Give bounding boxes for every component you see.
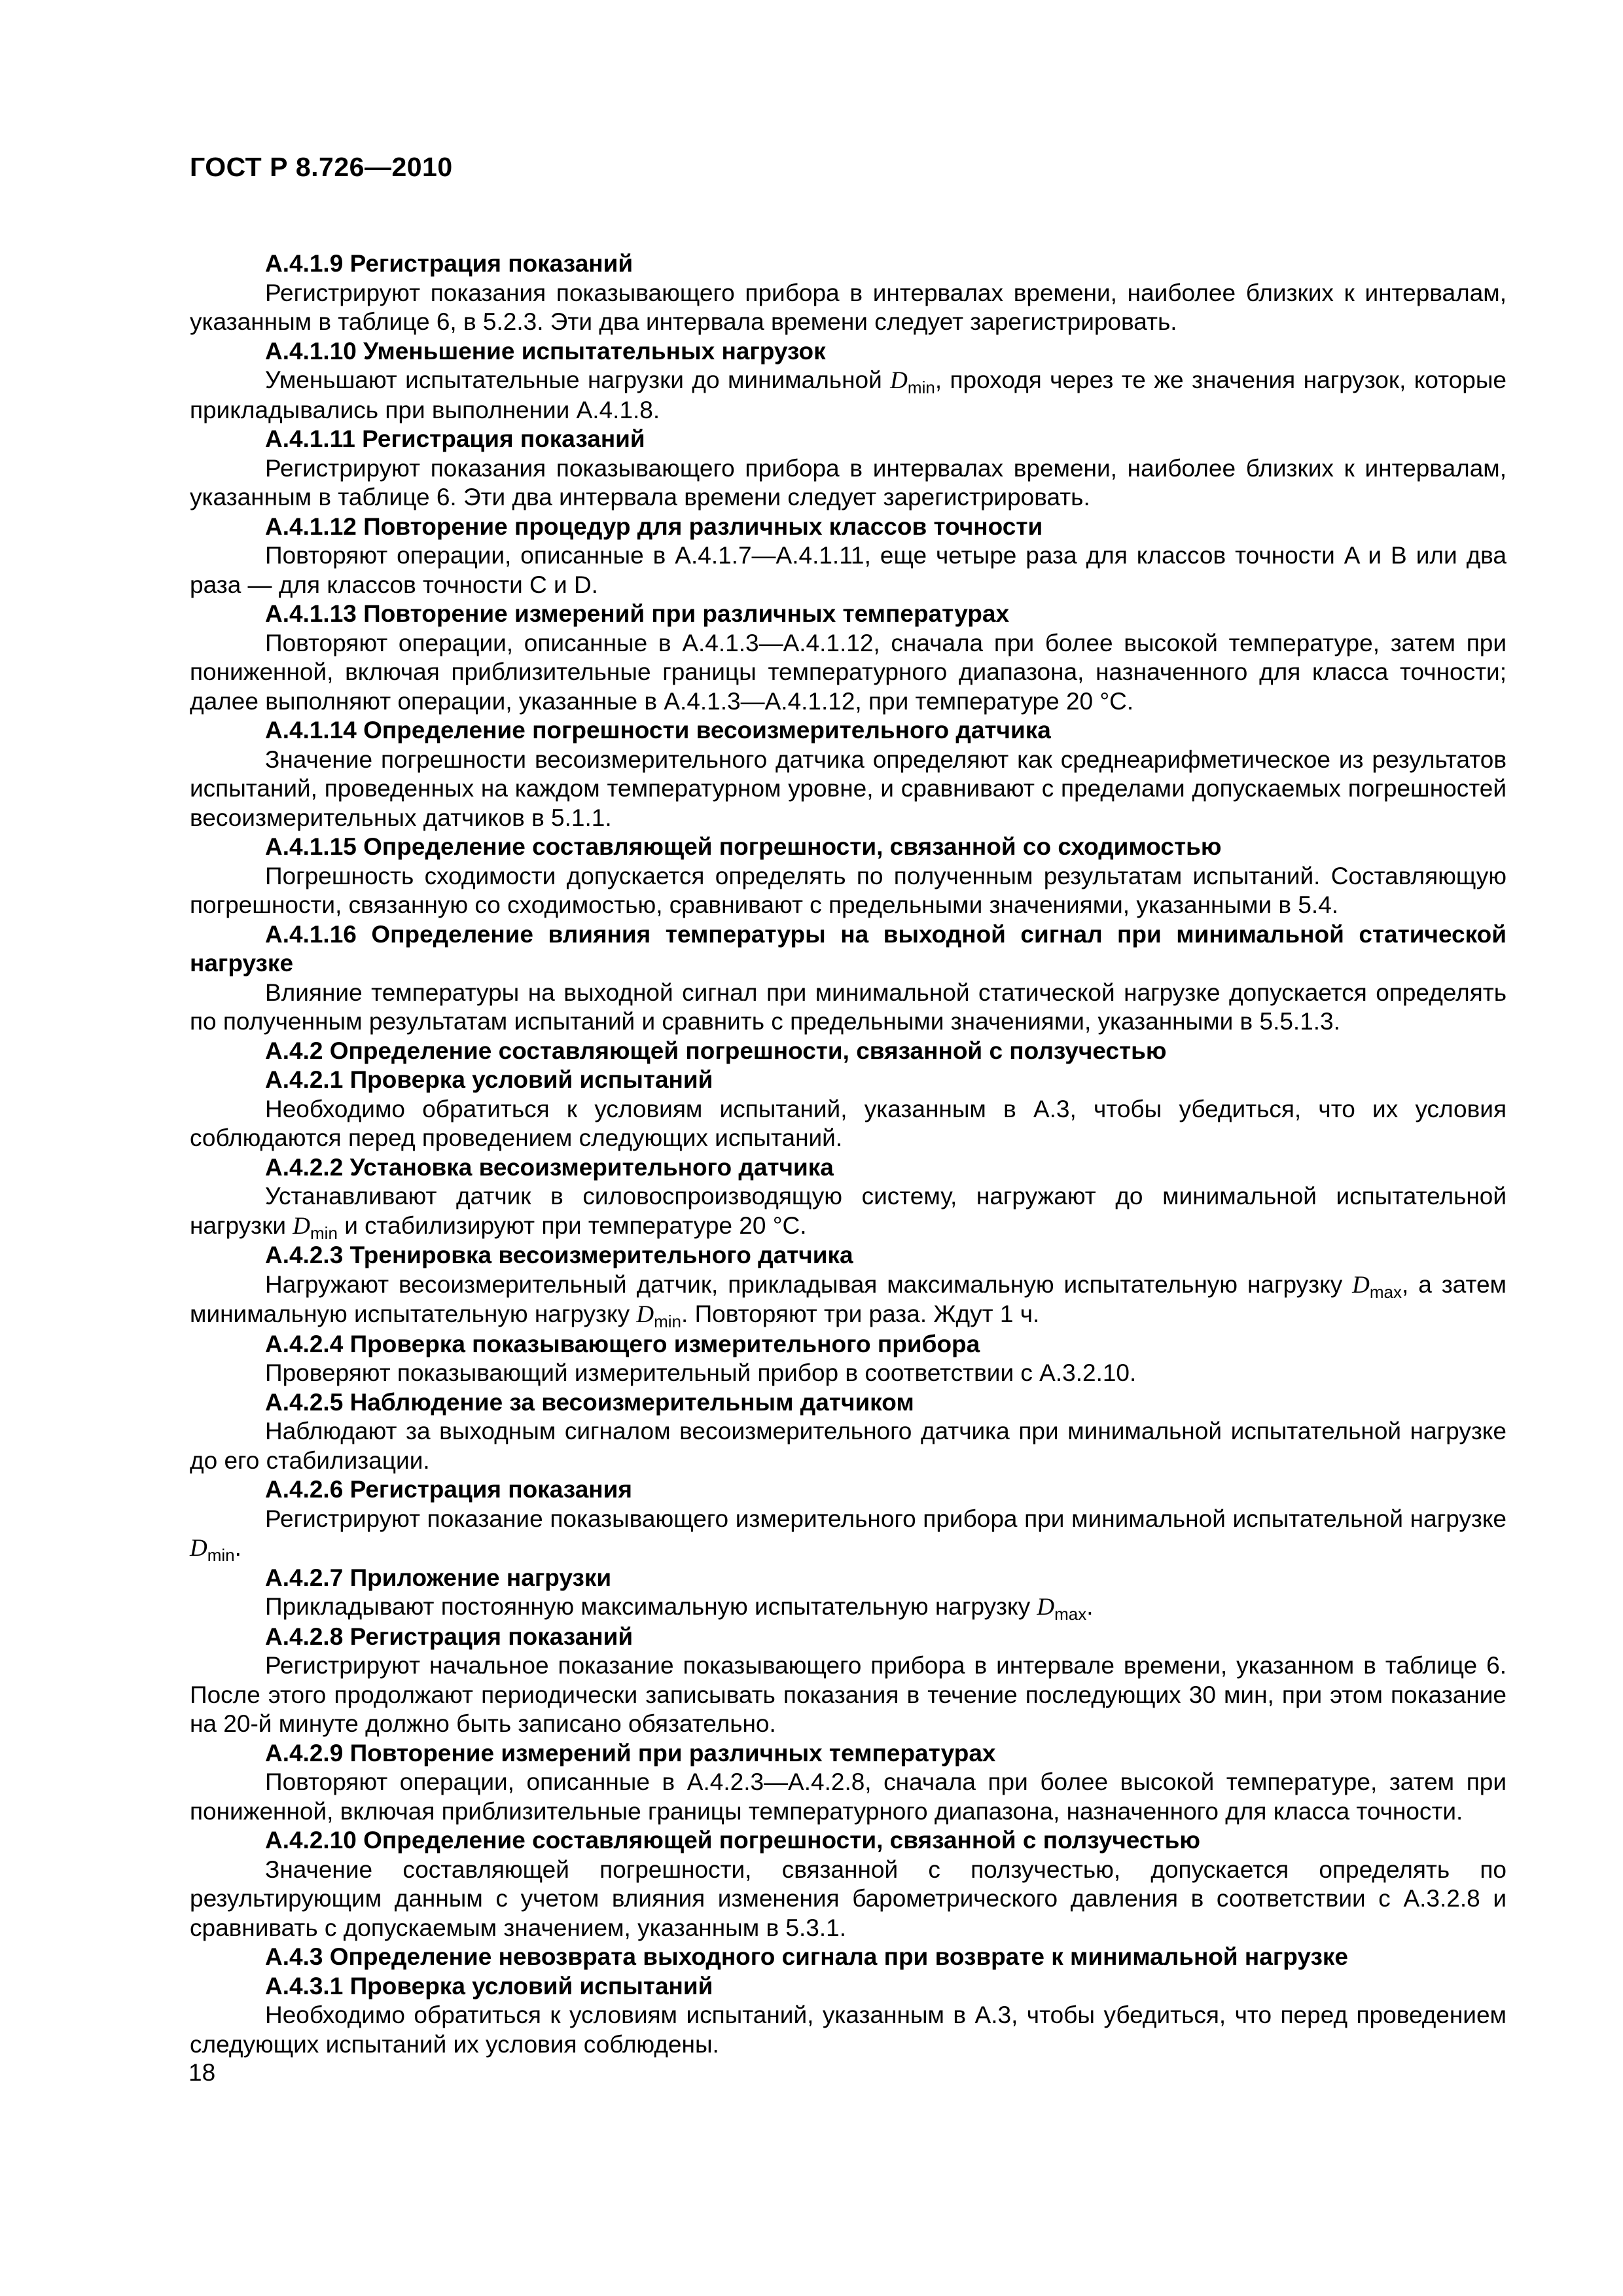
paragraph: Влияние температуры на выходной сигнал при минимальной статической нагрузке допускается определять по полученным результатам испытаний и сравнить с предельными значениями, указанными в 5.5.1.3. (190, 978, 1507, 1035)
section-heading: А.4.2.3 Тренировка весоизмерительного датчика (265, 1242, 853, 1268)
variable-symbol: D (636, 1301, 654, 1328)
paragraph: Значение составляющей погрешности, связанной с ползучестью, допускается определять по результирующим данным с учетом влияния изменения барометрического давления в соответствии с А.3.2.8 и сравнивать с допускаемым значением, указанным в 5.3.1. (190, 1856, 1507, 1941)
section-heading: А.4.3 Определение невозврата выходного сигнала при возврате к минимальной нагрузке (265, 1943, 1348, 1970)
paragraph: Нагружают весоизмерительный датчик, прикладывая максимальную испытательную нагрузку $D_{max}$, а затем минимальную испытательную нагрузку $D_{min}$. Повторяют три раза. Ждут 1 ч. (190, 1270, 1507, 1331)
subscript: max (1369, 1282, 1402, 1302)
section-heading: А.4.2.4 Проверка показывающего измерительного прибора (265, 1330, 980, 1357)
paragraph: Прикладывают постоянную максимальную испытательную нагрузку $D_{max}$. (265, 1593, 1094, 1624)
subscript: min (207, 1545, 235, 1565)
subscript: min (654, 1312, 682, 1331)
paragraph: Регистрируют показания показывающего прибора в интервалах времени, наиболее близких к интервалам, указанным в таблице 6, в 5.2.3. Эти два интервала времени следует зарегистрировать. (190, 279, 1507, 335)
section-heading: А.4.3.1 Проверка условий испытаний (265, 1972, 713, 2000)
section-heading: А.4.2.7 Приложение нагрузки (265, 1564, 612, 1591)
section-heading: А.4.1.10 Уменьшение испытательных нагрузок (265, 337, 826, 365)
paragraph: Регистрируют начальное показание показывающего прибора в интервале времени, указанном в таблице 6. После этого продолжают периодически записывать показания в течение последующих 30 мин, при этом показание на 20-й минуте должно быть записано обязательно. (190, 1652, 1507, 1737)
paragraph: Уменьшают испытательные нагрузки до минимальной $D_{min}$, проходя через те же значения нагрузок, которые прикладывались при выполнении А.4.1.8. (190, 367, 1507, 423)
standard-code-header: ГОСТ Р 8.726—2010 (190, 152, 453, 182)
section-heading: А.4.2.2 Установка весоизмерительного датчика (265, 1153, 834, 1181)
variable-symbol: D (1352, 1271, 1370, 1299)
paragraph: Проверяют показывающий измерительный прибор в соответствии с А.3.2.10. (265, 1359, 1137, 1386)
paragraph: Регистрируют показание показывающего измерительного прибора при минимальной испытательной нагрузке $D_{min}$. (190, 1505, 1507, 1565)
paragraph: Наблюдают за выходным сигналом весоизмерительного датчика при минимальной испытательной нагрузке до его стабилизации. (190, 1418, 1507, 1474)
section-heading: А.4.1.13 Повторение измерений при различных температурах (265, 600, 1010, 627)
paragraph: Необходимо обратиться к условиям испытаний, указанным в А.3, чтобы убедиться, что перед проведением следующих испытаний их условия соблюдены. (190, 2001, 1507, 2058)
section-heading: А.4.2.9 Повторение измерений при различных температурах (265, 1739, 996, 1767)
section-heading: А.4.1.11 Регистрация показаний (265, 425, 645, 452)
section-heading: А.4.1.15 Определение составляющей погрешности, связанной со сходимостью (265, 833, 1222, 860)
subscript: max (1054, 1604, 1087, 1624)
paragraph: Повторяют операции, описанные в А.4.1.3—А.4.1.12, сначала при более высокой температуре, затем при пониженной, включая приблизительные границы температурного диапазона, назначенного для класса точности; далее выполняют операции, указанные в А.4.1.3—А.4.1.12, при температуре 20 °С. (190, 629, 1507, 715)
variable-symbol: D (293, 1212, 311, 1240)
variable-symbol: D (890, 367, 908, 394)
paragraph: Повторяют операции, описанные в А.4.1.7—А.4.1.11, еще четыре раза для классов точности A и B или два раза — для классов точности C и D. (190, 542, 1507, 598)
variable-symbol: D (190, 1535, 207, 1562)
document-body (190, 249, 1507, 2059)
section-heading: А.4.2.10 Определение составляющей погрешности, связанной с ползучестью (265, 1827, 1200, 1854)
section-heading: А.4.2.8 Регистрация показаний (265, 1623, 633, 1650)
section-heading: А.4.1.9 Регистрация показаний (265, 250, 633, 277)
section-heading: А.4.1.16 Определение влияния температуры на выходной сигнал при минимальной статической нагрузке (190, 920, 1507, 977)
section-heading: А.4.1.12 Повторение процедур для различных классов точности (265, 512, 1043, 540)
page-number: 18 (188, 2059, 216, 2086)
section-heading: А.4.1.14 Определение погрешности весоизмерительного датчика (265, 717, 1051, 744)
paragraph: Устанавливают датчик в силовоспроизводящую систему, нагружают до минимальной испытательной нагрузки $D_{min}$ и стабилизируют при температуре 20 °С. (190, 1183, 1507, 1243)
section-heading: А.4.2.6 Регистрация показания (265, 1476, 632, 1503)
paragraph: Повторяют операции, описанные в А.4.2.3—А.4.2.8, сначала при более высокой температуре, затем при пониженной, включая приблизительные границы температурного диапазона, назначенного для класса точности. (190, 1768, 1507, 1825)
paragraph: Значение погрешности весоизмерительного датчика определяют как среднеарифметическое из результатов испытаний, проведенных на каждом температурном уровне, и сравнивают с пределами допускаемых погрешностей весоизмерительных датчиков в 5.1.1. (190, 745, 1507, 831)
subscript: min (907, 378, 935, 397)
subscript: min (310, 1223, 338, 1243)
section-heading: А.4.2 Определение составляющей погрешности, связанной с ползучестью (265, 1037, 1167, 1064)
paragraph: Необходимо обратиться к условиям испытаний, указанным в А.3, чтобы убедиться, что их условия соблюдаются перед проведением следующих испытаний. (190, 1095, 1507, 1151)
section-heading: А.4.2.1 Проверка условий испытаний (265, 1066, 713, 1093)
paragraph: Погрешность сходимости допускается определять по полученным результатам испытаний. Составляющую погрешности, связанную со сходимостью, сравнивают с предельными значениями, указанными в 5.4. (190, 862, 1507, 918)
section-heading: А.4.2.5 Наблюдение за весоизмерительным датчиком (265, 1388, 914, 1416)
variable-symbol: D (1037, 1594, 1055, 1621)
paragraph: Регистрируют показания показывающего прибора в интервалах времени, наиболее близких к интервалам, указанным в таблице 6. Эти два интервала времени следует зарегистрировать. (190, 454, 1507, 511)
